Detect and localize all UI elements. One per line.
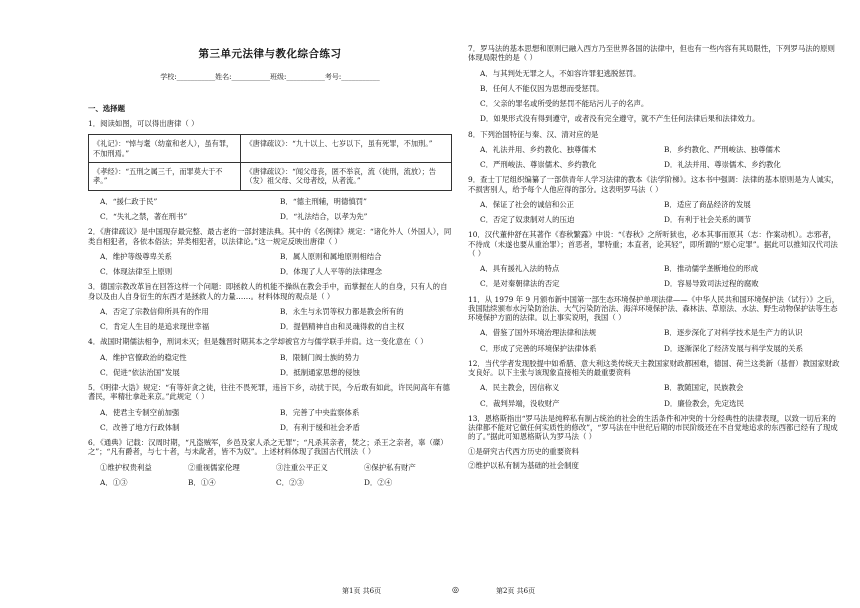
question-8 (468, 130, 840, 170)
statement-items (88, 463, 452, 472)
table-cell: 《礼记》：“悼与耄（幼童和老人），虽有罪，不加刑焉。” (89, 135, 241, 163)
options (88, 252, 452, 277)
option-a: A．具有援礼入法的特点 (480, 264, 560, 273)
question-stem: 8．下列治国特征与秦、汉、清对应的是 (468, 129, 599, 139)
statement-item: ②维护以私有制为基础的社会制度 (468, 460, 579, 470)
option-c: C．否定了奴隶制对人的压迫 (480, 215, 575, 224)
option-d: D．提倡精神自由和灵魂得救的自主权 (280, 322, 405, 332)
question-stem: 12．当代学者发现胶提中如希腊、意大利这类传统天主教国家财政都困难，德国、荷兰这类新（基督）教国家财政支良好。以下主张与该现象直接相关的最重要资料 (468, 358, 840, 377)
option-c: C．父亲的罪名或所受的惩罚不能玷污儿子的名声。 (480, 99, 649, 108)
option-b: B．“德主刑辅，明德慎罚” (280, 196, 367, 206)
option-d: D．廉俭教会，先定选民 (664, 398, 744, 408)
options (88, 307, 452, 332)
option-d: D．“礼法结合，以孝为先” (280, 212, 368, 222)
question-3 (88, 282, 452, 331)
options (88, 478, 452, 487)
option-c: C．肯定人生目的是追求现世幸福 (100, 322, 210, 332)
right-column (468, 44, 840, 470)
table-cell: 《唐律疏议》：“九十以上、七岁以下，虽有死罪，不加刑。” (241, 135, 452, 163)
option-c: C．形成了完善的环境保护法律体系 (480, 343, 597, 353)
options (468, 145, 840, 170)
question-10 (468, 230, 840, 288)
question-1 (88, 119, 452, 221)
question-7 (468, 44, 840, 124)
left-column (88, 0, 452, 487)
option-c: C．裁判异端，没收财产 (480, 398, 560, 408)
option-b: B．限制门阀士族的势力 (280, 352, 360, 362)
quote-table (88, 134, 452, 190)
option-d: D．逐渐深化了经济发展与科学发展的关系 (664, 343, 803, 353)
question-stem: 4．战国时期儒法相争，刑词未灭；但是魏晋时期其本之学却被官方与儒学联手并肩。这一变化意在（ ） (88, 337, 428, 347)
option-b: B．乡约教化、严刑峻法、独尊儒术 (664, 144, 781, 154)
option-a: A．与其判处无罪之人，不如容许罪犯逃脱惩罚。 (480, 68, 641, 78)
question-stem: 11．从 1979 年 9 月颁布新中国第一部生态环境保护单项法律——《中华人民共和国环境保护法（试行）》之后，我国陆续颁布水污染防治法、大气污染防治法、海洋环境保护法、森林法、草原法、水法、野生动物保护法等生态环境保护方面的法律。以上事实说明，我国（ ） (468, 294, 840, 322)
question-stem: 13．恩格斯指出“罗马法是纯粹私有制占统治的社会的生活条件和冲突的十分经典性的法律表现，以致一切后来的法律都不能对它做任何实质性的修改”，“罗马法在中世纪后期的市民阶级还在不自觉地追求的东西都已经有了现成的了。”据此可知恩格斯认为罗马法（ ） (468, 413, 838, 442)
question-stem: 2．《唐律疏议》是中国现存最完整、最古老的一部封建法典。其中的《名例律》规定：“诸化外人（外国人），同类自相犯者，各依本俗法；异类相犯者，以法律论。”这一规定反映出唐律（ ） (88, 227, 452, 246)
question-12 (468, 359, 840, 408)
options (88, 408, 452, 433)
question-stem: 10．汉代董仲舒在其著作《春秋繁露》中说：“《春秋》之所听狱也，必本其事而原其（志：作案动机）。志邪者，不待成（未遂也要从重治罪）；首恶者，罪特重；本直者，论其轻”，即所谓的“原心定罪”。据此可以推知汉代司法（ ） (468, 230, 838, 258)
question-4 (88, 337, 452, 377)
option-b: B．①④ (188, 477, 216, 487)
question-stem: 6．《通典》记载：汉周时期，“凡盗贼军，乡邑及家人杀之无罪”；“凡杀其亲者，焚之；杀王之亲者，辜（磔）之”；“凡有爵者，与七十者，与未龀者，皆不为奴”。上述材料体现了我国古代刑法（ ） (88, 438, 448, 457)
question-2 (88, 227, 452, 276)
statement-item: ②重视儒家伦理 (188, 462, 240, 472)
page-number-left: 第1页 共6页 (342, 587, 382, 595)
option-b: B．属人原则和属地原则相结合 (280, 251, 382, 261)
option-b: B．任何人不能仅因为思想而受惩罚。 (480, 83, 604, 93)
question-11 (468, 295, 840, 353)
option-c: C．改善了地方行政体制 (100, 422, 180, 432)
option-a: A．否定了宗教信仰所具有的作用 (100, 306, 209, 316)
option-b: B．逐步深化了对科学技术是生产力的认识 (664, 328, 803, 338)
option-c: C．是对秦朝律法的否定 (480, 279, 560, 289)
options (88, 353, 452, 378)
option-a: A．民主教会，因信称义 (480, 383, 560, 393)
question-stem: 7．罗马法的基本思想和原则已融入西方乃至世界各国的法律中，但也有一些内容有其局限性，下列罗马法的原则体现局限性的是（ ） (468, 44, 835, 63)
options (468, 69, 840, 124)
options (88, 197, 452, 222)
option-d: D．抵制通家思想的侵蚀 (280, 367, 360, 377)
option-a: A．①③ (100, 477, 128, 487)
question-stem: 5．《明律·大诰》规定：“有等奸贪之徒，往往不畏死罪，违旨下乡，动扰于民，今后敢有如此，许民间高年有德耆民，率精壮拿赴来京。”此规定（ ） (88, 383, 450, 402)
option-d: D．②④ (364, 477, 393, 487)
option-b: B．永生与永罚等权力都是教会所有的 (280, 306, 404, 316)
option-a: A．维护等级尊卑关系 (100, 251, 172, 261)
question-stem: 9．查士丁尼组织编纂了一部供青年人学习法律的教本《法学阶梯》。这本书中强调：法律的基本原则是为人诚实，不损害别人，给予每个人他应得的部分。这表明罗马法（ ） (468, 175, 839, 194)
option-b: B．完善了中央监察体系 (280, 407, 360, 417)
section-heading: 一、选择题 (88, 103, 125, 113)
option-a: A．维护官僚政治的稳定性 (100, 352, 187, 362)
option-d: D．有利于社会关系的调节 (664, 215, 752, 224)
option-d: D．礼法并用、尊崇儒术、乡约教化 (664, 160, 781, 169)
question-stem: 1．阅读如图，可以得出唐律（ ） (88, 119, 199, 129)
option-d: D．体现了人人平等的法律理念 (280, 267, 383, 277)
question-9 (468, 175, 840, 224)
option-a: A．礼法并用、乡约教化、独尊儒术 (480, 144, 597, 154)
options (468, 200, 840, 225)
question-6 (88, 438, 452, 487)
statement-item: ③注重公平正义 (276, 462, 328, 472)
question-13 (468, 414, 840, 470)
option-b: B．适应了商品经济的发展 (664, 199, 751, 209)
page-number-right: 第2页 共6页 (496, 587, 536, 595)
option-d: D．有利于缓和社会矛盾 (280, 422, 360, 432)
statement-item: ①是研究古代西方历史的重要资料 (468, 446, 579, 456)
option-c: C．体现法律至上原则 (100, 267, 173, 277)
option-d: D．容易导致司法过程的腐败 (664, 279, 759, 289)
option-d: D．如果形式没有得到遵守，或者没有完全遵守，就不产生任何法律后果和法律效力。 (480, 114, 760, 124)
binding-mark: ◎ (452, 585, 459, 594)
option-c: C．促进“依法治国”发展 (100, 367, 180, 377)
question-stem: 3．德国宗教改革旨在回答这样一个问题：即拯救人的机能不操纵在教会手中，而掌握在人的自身，只有人的自身以及由人自身衍生的东西才是拯救人的力量……。材料体现的观点是（ ） (88, 282, 448, 301)
page-title: 第三单元法律与教化综合练习 (198, 48, 342, 60)
option-a: A．使君主专制空前加强 (100, 407, 180, 417)
option-c: C．②③ (276, 477, 304, 487)
option-a: A．保证了社会的诚信和公正 (480, 199, 575, 209)
question-5 (88, 383, 452, 432)
options (468, 264, 840, 289)
table-cell: 《孝经》：“五刑之属三千，而罪莫大于不孝。” (89, 163, 241, 191)
statement-item: ④保护私有财产 (364, 462, 416, 472)
statement-items (468, 447, 840, 471)
option-a: A．借鉴了国外环境治理法律和法规 (480, 328, 597, 338)
option-a: A．“援仁政于民” (100, 196, 158, 206)
option-c: C．严刑峻法、尊崇儒术、乡约教化 (480, 160, 597, 169)
options (468, 328, 840, 353)
table-cell: 《唐律疏议》：“闻父母丧，匿不举哀，流（徒刑，流放）；告（发）祖父母、父母者绞，从者流。” (241, 163, 452, 191)
option-b: B．教随国定，民族教会 (664, 383, 744, 393)
student-info-line: 学校:___________姓名:___________班级:___________考号:___________ (160, 73, 380, 82)
statement-item: ①维护权贵利益 (100, 462, 152, 472)
option-c: C．“失礼之禁，著在刑书” (100, 212, 188, 222)
options (468, 383, 840, 408)
option-b: B．推动儒学垄断地位的形成 (664, 264, 759, 273)
